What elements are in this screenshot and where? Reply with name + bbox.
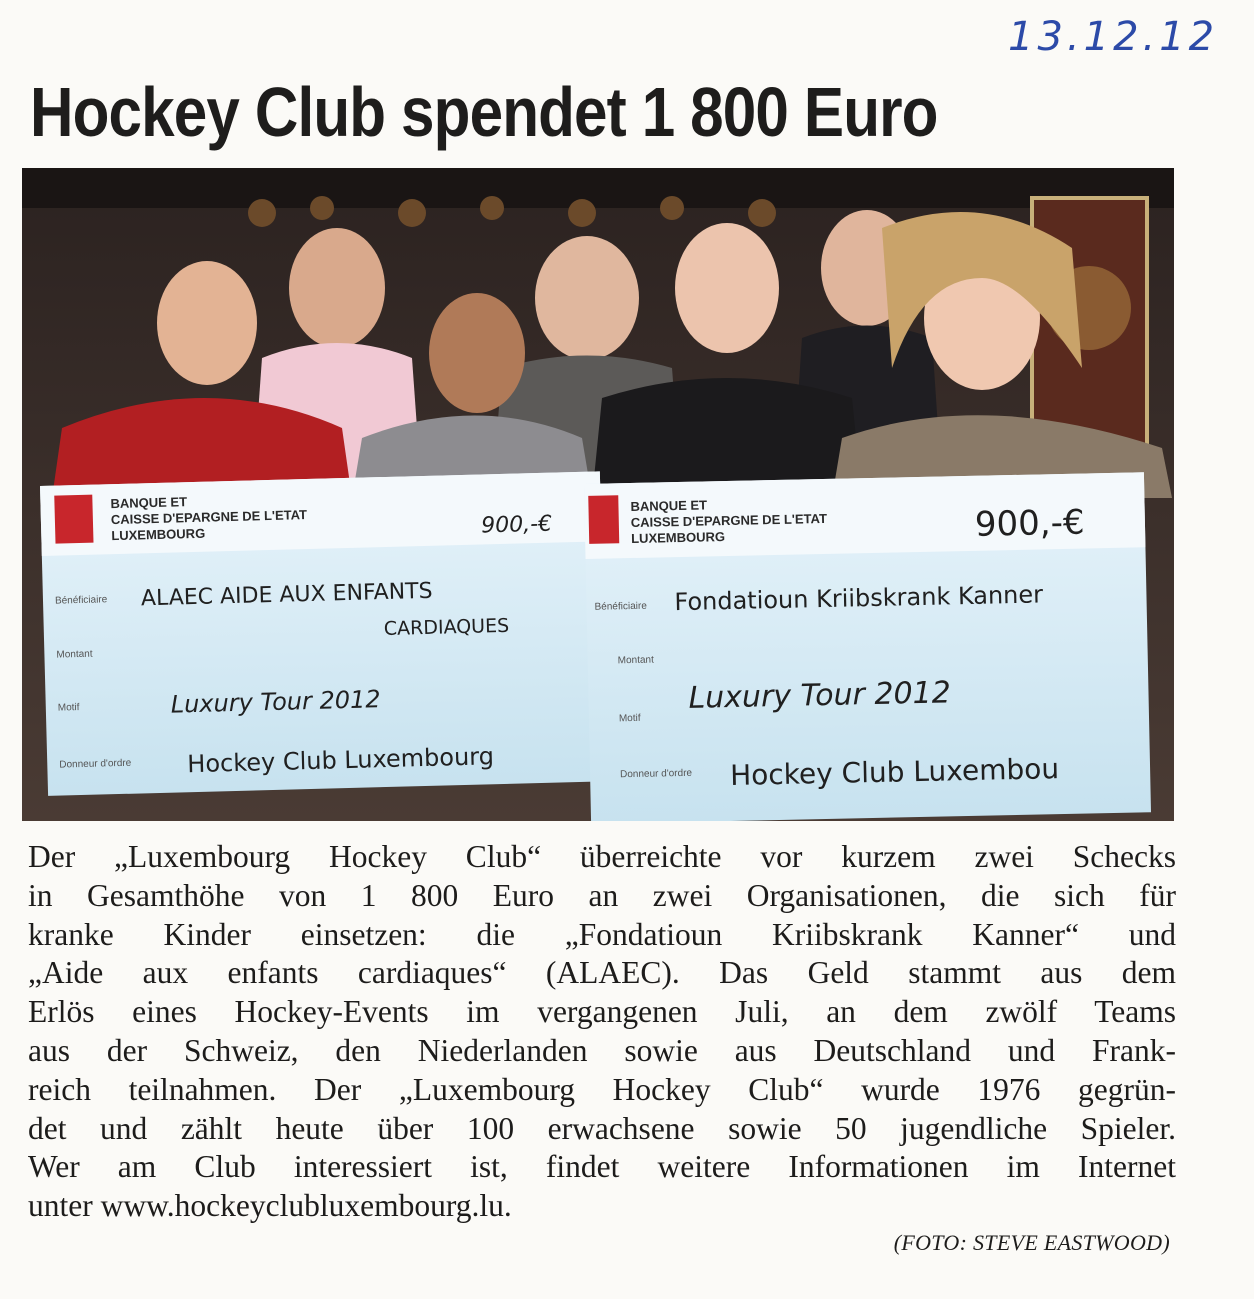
label-donor-right: Donneur d'ordre <box>619 767 693 781</box>
bank-line1-right: BANQUE ET <box>630 497 708 515</box>
motif-left: Luxury Tour 2012 <box>170 685 381 719</box>
label-beneficiary-right: Bénéficiaire <box>594 600 647 613</box>
headline: Hockey Club spendet 1 800 Euro <box>30 73 938 151</box>
label-amount-right: Montant <box>617 654 654 667</box>
body-line: Wer am Club interessiert ist, findet weitere Informationen im Internet <box>28 1149 1176 1185</box>
bank-line1-left: BANQUE ET <box>110 494 188 512</box>
label-motif-left: Motif <box>57 702 80 714</box>
bank-logo-right <box>588 495 619 544</box>
beneficiary-right-1: Fondatioun Kriibskrank Kanner <box>674 580 1044 617</box>
label-amount-left: Montant <box>56 648 93 661</box>
cheque-left <box>40 471 608 796</box>
amount-right: 900,-€ <box>974 502 1085 545</box>
donor-right: Hockey Club Luxembou <box>729 752 1060 792</box>
body-line: det und zählt heute über 100 erwachsene sowie 50 jugendliche Spieler. <box>28 1110 1176 1146</box>
bank-logo-left <box>54 495 93 544</box>
cheque-right <box>584 472 1151 821</box>
photo-credit: (FOTO: STEVE EASTWOOD) <box>893 1230 1170 1255</box>
photo-illustration <box>22 168 1174 821</box>
body-line: „Aide aux enfants cardiaques“ (ALAEC). Das Geld stammt aus dem <box>28 955 1176 991</box>
handwritten-date: 13.12.12 <box>1008 14 1219 60</box>
amount-left: 900,-€ <box>480 511 553 539</box>
motif-right: Luxury Tour 2012 <box>688 675 952 716</box>
bank-line2-left: CAISSE D'EPARGNE DE L'ETAT <box>110 507 308 528</box>
beneficiary-left-2: CARDIAQUES <box>383 614 510 641</box>
label-donor-left: Donneur d'ordre <box>59 757 132 771</box>
bank-line3-right: LUXEMBOURG <box>630 529 726 547</box>
donor-left: Hockey Club Luxembourg <box>186 742 495 779</box>
body-line: in Gesamthöhe von 1 800 Euro an zwei Organisationen, die sich für <box>28 877 1176 913</box>
body-line: aus der Schweiz, den Niederlanden sowie aus Deutschland und Frank- <box>28 1032 1176 1068</box>
bank-line3-left: LUXEMBOURG <box>111 525 206 544</box>
label-motif-right: Motif <box>618 712 641 725</box>
body-line: Der „Luxembourg Hockey Club“ überreichte vor kurzem zwei Schecks <box>28 839 1176 874</box>
body-line: unter www.hockeyclubluxembourg.lu. <box>28 1188 512 1224</box>
ceiling <box>22 168 1174 208</box>
body-line: reich teilnahmen. Der „Luxembourg Hockey Club“ wurde 1976 gegrün- <box>28 1071 1176 1107</box>
beneficiary-left-1: ALAEC AIDE AUX ENFANTS <box>140 578 433 612</box>
body-line: kranke Kinder einsetzen: die „Fondatioun Kriibskrank Kanner“ und <box>28 916 1176 952</box>
label-beneficiary-left: Bénéficiaire <box>54 594 108 607</box>
article-body <box>28 838 1176 1226</box>
bank-line2-right: CAISSE D'EPARGNE DE L'ETAT <box>630 510 828 531</box>
body-line: Erlös eines Hockey-Events im vergangenen Juli, an dem zwölf Teams <box>28 994 1176 1030</box>
article-photo <box>22 168 1174 821</box>
